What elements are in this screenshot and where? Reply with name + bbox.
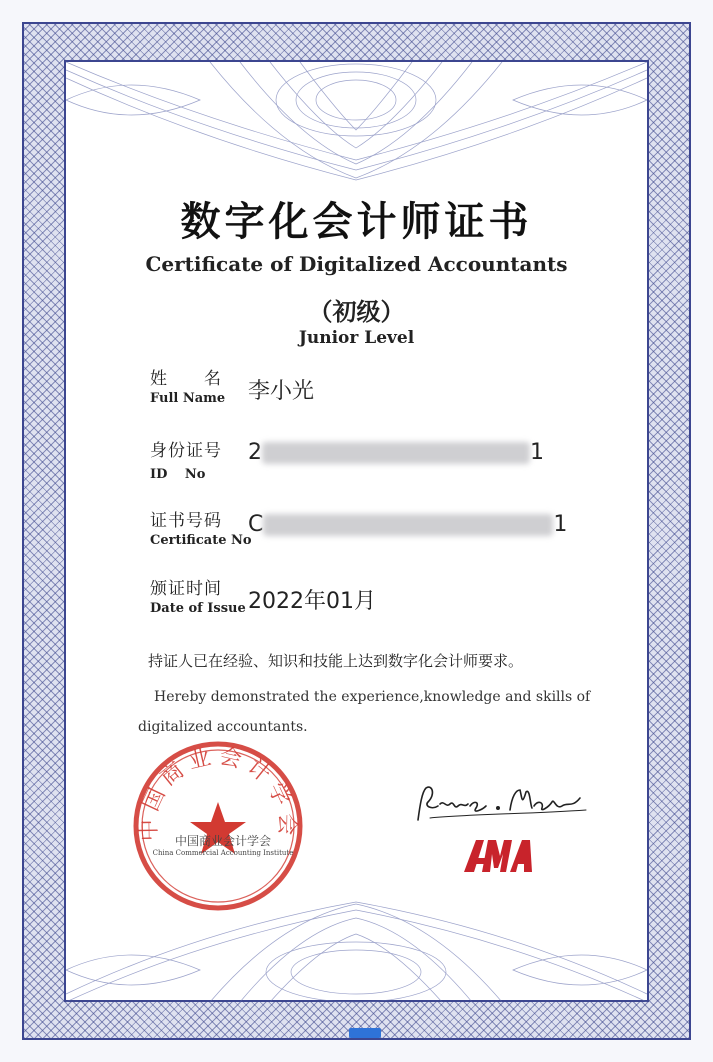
level-cn: （初级） — [308, 298, 405, 326]
issue-date-label — [150, 574, 246, 616]
id-number-last-char: 1 — [530, 440, 544, 465]
certificate-number-label-en: Certificate No — [150, 533, 252, 548]
certificate-title-cn: 数字化会计师证书 — [180, 199, 533, 245]
ama-logo — [462, 838, 534, 874]
full-name-label — [150, 364, 225, 406]
certificate-number-redaction — [263, 514, 553, 536]
certificate-number-label — [150, 506, 252, 548]
id-number-value — [248, 440, 544, 465]
certificate-number-first-char: C — [248, 512, 264, 537]
id-number-first-char: 2 — [248, 440, 262, 465]
signature — [410, 780, 590, 830]
id-number-label-en: ID No — [150, 467, 206, 482]
seal-name-en: China Commercial Accounting Institute — [152, 849, 294, 857]
seal-name-cn: 中国商业会计学会 — [174, 834, 271, 848]
id-number-redaction — [262, 442, 530, 464]
statement-en: Hereby demonstrated the experience,knowledge and skills of digitalized accountants. — [138, 689, 591, 735]
full-name-label-en: Full Name — [150, 391, 226, 406]
bottom-indicator — [349, 1028, 381, 1038]
certificate-title-en: Certificate of Digitalized Accountants — [145, 252, 568, 276]
id-number-label-cn: 身份证号 — [150, 441, 222, 461]
official-seal — [130, 738, 306, 914]
issue-date-label-en: Date of Issue — [150, 601, 246, 616]
full-name-value: 李小光 — [248, 379, 315, 404]
seal-ring-text: 中国商业会计学会 — [136, 744, 300, 842]
level-en: Junior Level — [298, 328, 415, 348]
issue-date-label-cn: 颁证时间 — [150, 579, 222, 599]
certificate-number-value — [248, 512, 567, 537]
seal-caption — [148, 832, 298, 857]
certificate-number-label-cn: 证书号码 — [150, 511, 222, 531]
certificate-number-last-char: 1 — [553, 512, 568, 537]
issue-date-value: 2022年01月 — [248, 589, 376, 614]
id-number-label — [150, 436, 222, 482]
full-name-label-cn: 姓 名 — [150, 369, 222, 389]
statement-cn: 持证人已在经验、知识和技能上达到数字化会计师要求。 — [148, 652, 524, 670]
